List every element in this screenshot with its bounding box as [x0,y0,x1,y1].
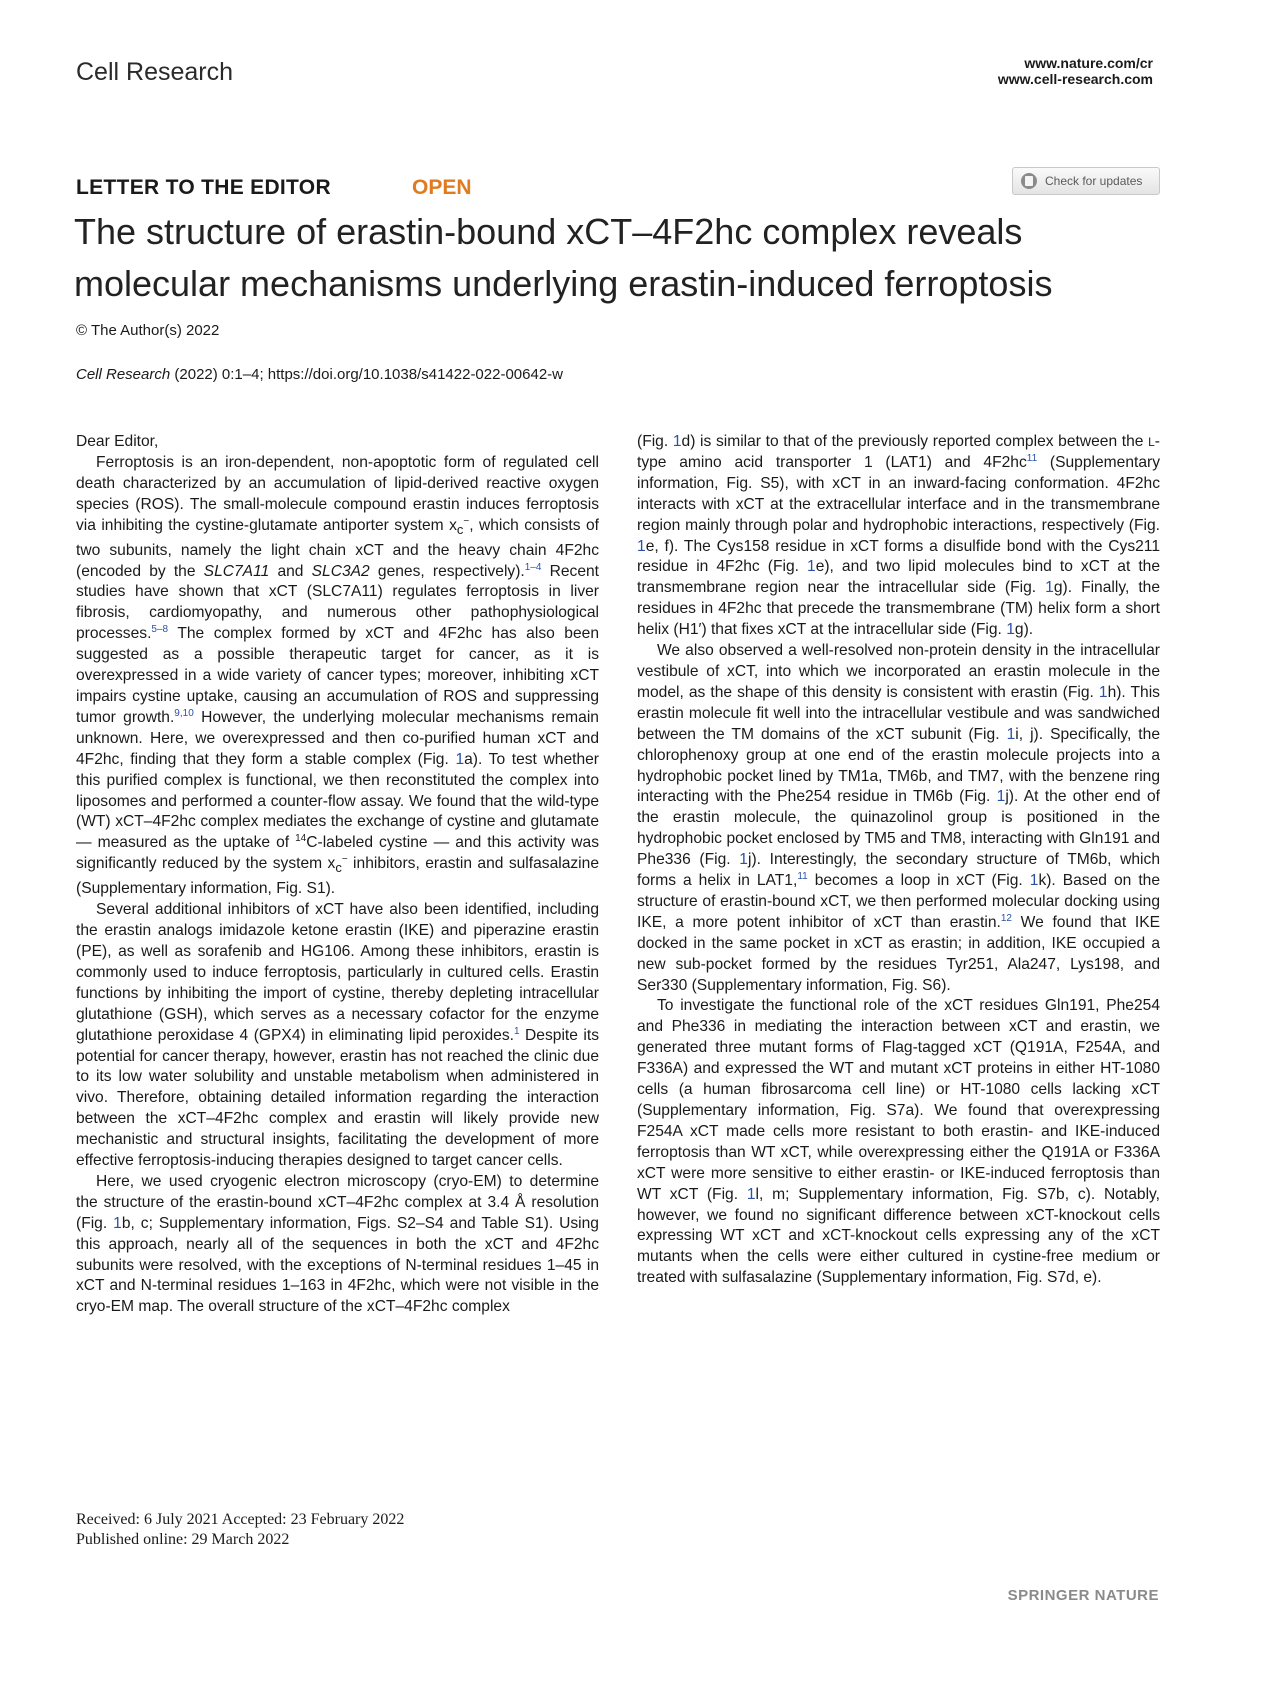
received-accepted: Received: 6 July 2021 Accepted: 23 February 2022 [76,1511,405,1528]
url-cell-research[interactable]: www.cell-research.com [997,71,1153,87]
left-column [76,432,599,1318]
paragraph: We also observed a well-resolved non-protein density in the intracellular vestibule of xCT, into which we incorporated an erastin molecule in the model, as the shape of this density is consistent with erastin (Fig. 1h). This erastin molecule fit well into the intracellular vestibule and was sandwiched between the TM domains of the xCT subunit (Fig. 1i, j). Specifically, the chlorophenoxy group at one end of the erastin molecule projects into a hydrophobic pocket lined by TM1a, TM6b, and TM7, with the benzene ring interacting with the Phe254 residue in TM6b (Fig. 1j). At the other end of the erastin molecule, the quinazolinol group is positioned in the hydrophobic pocket enclosed by TM5 and TM8, interacting with Gln191 and Phe336 (Fig. 1j). Interestingly, the secondary structure of TM6b, which forms a helix in LAT1,11 becomes a loop in xCT (Fig. 1k). Based on the structure of erastin-bound xCT, we then performed molecular docking using IKE, a more potent inhibitor of xCT than erastin.$^{12}$ We found that IKE docked in the same pocket in xCT as erastin; in addition, IKE occupied a new sub-pocket formed by the residues Tyr251, Ala247, Lys198, and Ser330 (Supplementary information, Fig. S6). [637,642,1160,994]
paragraph: Several additional inhibitors of xCT have also been identified, including the erastin analogs imidazole ketone erastin (IKE) and piperazine erastin (PE), as well as sorafenib and HG106. Among these inhibitors, erastin is commonly used to induce ferroptosis, particularly in cultured cells. Erastin functions by inhibiting the import of cystine, thereby depleting intracellular glutathione (GSH), which serves as a necessary cofactor for the enzyme glutathione peroxidase 4 (GPX4) in eliminating lipid peroxides.$^1$ Despite its potential for cancer therapy, however, erastin has not reached the clinic due to its low water solubility and unstable metabolism when administered in vivo. Therefore, obtaining detailed information regarding the interaction between the xCT–4F2hc complex and erastin will likely provide new mechanistic and structural insights, facilitating the development of more effective ferroptosis-inducing therapies designed to target cancer cells. [76,901,599,1170]
paragraph: To investigate the functional role of the xCT residues Gln191, Phe254 and Phe336 in mediating the interaction between xCT and erastin, we generated three mutant forms of Flag-tagged xCT (Q191A, F254A, and F336A) and expressed the WT and mutant xCT proteins in either HT-1080 cells (a human fibrosarcoma cell line) or HT-1080 cells lacking xCT (Supplementary information, Fig. S7a). We found that overexpressing F254A xCT made cells more resistant to both erastin- and IKE-induced ferroptosis than WT xCT, while overexpressing either the Q191A or F336A xCT were more sensitive to either erastin- or IKE-induced ferroptosis than WT xCT (Fig. 1l, m; Supplementary information, Fig. S7b, c). Notably, however, we found no significant difference between xCT-knockout cells expressing WT xCT and xCT-knockout cells expressing any of the xCT mutants when the cells were either cultured in cystine-free medium or treated with sulfasalazine (Supplementary information, Fig. S7d, e). [637,997,1161,1287]
journal-name: Cell Research [76,58,234,86]
title-line-2: molecular mechanisms underlying erastin-induced ferroptosis [74,263,1053,304]
article-section: LETTER TO THE EDITOR [76,176,331,199]
publisher-logo: SPRINGER NATURE [1007,1587,1159,1604]
check-updates-label: Check for updates [1045,174,1143,188]
right-column [637,432,1160,1289]
citation-journal: Cell Research [76,366,171,383]
url-nature[interactable]: www.nature.com/cr [1024,55,1153,71]
title-line-1: The structure of erastin-bound xCT–4F2hc complex reveals [74,211,1023,252]
citation [76,366,563,383]
article-title [74,206,1174,310]
bookmark-icon [1021,173,1037,189]
citation-doi[interactable]: (2022) 0:1–4; https://doi.org/10.1038/s41422-022-00642-w [170,366,563,383]
paragraph: Ferroptosis is an iron-dependent, non-apoptotic form of regulated cell death characterized by an accumulation of lipid-derived reactive oxygen species (ROS). The small-molecule compound erastin induces ferroptosis via inhibiting the cystine-glutamate antiporter system $x_c^-$, which consists of two subunits, namely the light chain xCT and the heavy chain 4F2hc (encoded by the SLC7A11 and SLC3A2 genes, respectively).$^{1-4}$ Recent studies have shown that xCT (SLC7A11) regulates ferroptosis in liver fibrosis, cardiomyopathy, and numerous other pathophysiological processes.$^{5-8}$ The complex formed by xCT and 4F2hc has also been suggested as a possible therapeutic target for cancer, as it is overexpressed in a wide variety of cancer types; moreover, inhibiting xCT impairs cystine uptake, causing an accumulation of ROS and suppressing tumor growth.$^{9,10}$ However, the underlying molecular mechanisms remain unknown. Here, we overexpressed and then co-purified human xCT and 4F2hc, finding that they form a stable complex (Fig. 1a). To test whether this purified complex is functional, we then reconstituted the complex into liposomes and performed a counter-flow assay. We found that the wild-type (WT) xCT–4F2hc complex mediates the exchange of cystine and glutamate — measured as the uptake of $^{14}$C-labeled cystine — and this activity was significantly reduced by the system $x_c^-$ inhibitors, erastin and sulfasalazine (Supplementary information, Fig. S1). [76,453,600,898]
journal-urls [998,55,1153,87]
paragraph: (Fig. 1d) is similar to that of the previously reported complex between the L-type amino acid transporter 1 (LAT1) and 4F2hc$^{11}$ (Supplementary information, Fig. S5), with xCT in an inward-facing conformation. 4F2hc interacts with xCT at the extracellular interface and in the transmembrane region mainly through polar and hydrophobic interactions, respectively (Fig. 1e, f). The Cys158 residue in xCT forms a disulfide bond with the Cys211 residue in 4F2hc (Fig. 1e), and two lipid molecules bind to xCT at the transmembrane region near the intracellular side (Fig. 1g). Finally, the residues in 4F2hc that precede the transmembrane (TM) helix form a short helix (H1′) that fixes xCT at the intracellular side (Fig. 1g). [637,433,1161,639]
paragraph: Here, we used cryogenic electron microscopy (cryo-EM) to determine the structure of the erastin-bound xCT–4F2hc complex at 3.4 Å resolution (Fig. 1b, c; Supplementary information, Figs. S2–S4 and Table S1). Using this approach, nearly all of the sequences in both the xCT and 4F2hc subunits were resolved, with the exceptions of N-terminal residues 1–45 in xCT and N-terminal residues 1–163 in 4F2hc, which were not visible in the cryo-EM map. The overall structure of the xCT–4F2hc complex [76,1172,599,1316]
copyright: © The Author(s) 2022 [76,322,220,339]
open-access-label: OPEN [412,176,472,199]
check-for-updates-button[interactable] [1012,167,1160,195]
published-online: Published online: 29 March 2022 [76,1531,290,1548]
article-dates [76,1510,404,1550]
salutation: Dear Editor, [76,433,159,450]
